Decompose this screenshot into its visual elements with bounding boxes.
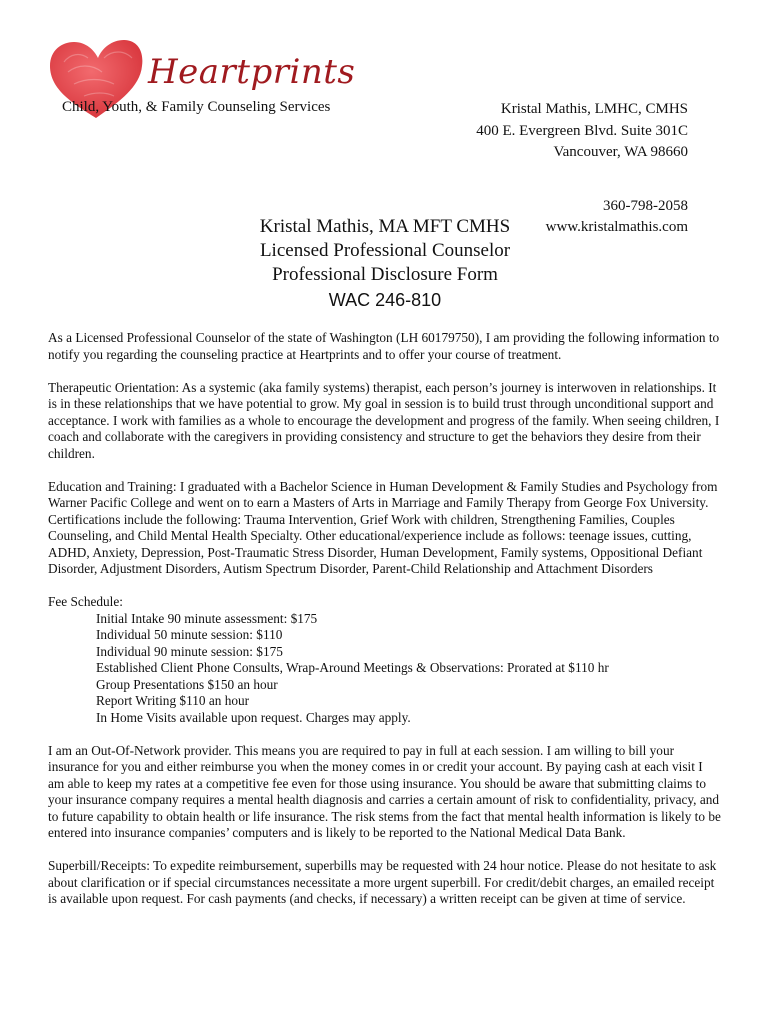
tagline: Child, Youth, & Family Counseling Services <box>62 99 331 115</box>
fee-item: Individual 90 minute session: $175 <box>96 643 283 659</box>
network-paragraph: I am an Out-Of-Network provider. This means you are required to pay in full at each session. I am willing to bill your insurance for you and either reimburse you when the money comes in or credit your account. By paying cash at each visit I am able to keep my rates at a competitive fee even for those using insurance. You should be aware that submitting claims to your insurance company requires a mental health diagnosis and carries a certain amount of risk to confidentiality, privacy, and to future capability to obtain health or life insurance. The risk stems from the fact that mental health information is likely to be entered into insurance companies’ computers and is likely to be reported to the National Medical Data Bank. <box>48 742 721 840</box>
superbill-paragraph: Superbill/Receipts: To expedite reimbursement, superbills may be requested with 24 hour notice. Please do not hesitate to ask about clarification or if special circumstances necessitate a more urgent superbill. For credit/debit charges, an emailed receipt is available upon request. For cash payments (and checks, if necessary) a written receipt can be given at time of service. <box>48 858 717 906</box>
form-title: Professional Disclosure Form <box>272 264 498 285</box>
fee-list <box>96 611 722 727</box>
license-title: Licensed Professional Counselor <box>259 240 511 261</box>
contact-address-line2: Vancouver, WA 98660 <box>553 144 688 160</box>
intro-paragraph: As a Licensed Professional Counselor of the state of Washington (LH 60179750), I am providing the following information to notify you regarding the counseling practice at Heartprints and to offer your course of treatment. <box>48 330 720 362</box>
fee-item: Report Writing $110 an hour <box>96 693 250 708</box>
counselor-name-title: Kristal Mathis, MA MFT CMHS <box>259 216 511 237</box>
contact-phone: 360-798-2058 <box>603 197 688 214</box>
logo-text: Heartprints <box>148 52 356 92</box>
contact-address-line1: 400 E. Evergreen Blvd. Suite 301C <box>476 122 688 139</box>
fee-schedule-heading: Fee Schedule: <box>48 594 123 609</box>
document-body <box>48 330 722 924</box>
education-paragraph: Education and Training: I graduated with a Bachelor Science in Human Development & Family Studies and Psychology from Warner Pacific College and went on to earn a Masters of Arts in Marriage and Family Therapy from George Fox University. Certifications include the following: Trauma Intervention, Grief Work with children, Strengthening Families, Couples Counseling, and Child Mental Health Specialty. Other educational/experience include as follows: teenage issues, cutting, ADHD, Anxiety, Depression, Post-Traumatic Stress Disorder, Human Development, Family systems, Oppositional Defiant Disorder, Adjustment Disorders, Autism Spectrum Disorder, Parent-Child Relationship and Attachment Disorders <box>48 478 718 576</box>
form-title-block <box>0 215 770 313</box>
contact-name: Kristal Mathis, LMHC, CMHS <box>500 101 688 117</box>
fee-item: Group Presentations $150 an hour <box>96 676 278 692</box>
fee-item: Individual 50 minute session: $110 <box>96 627 283 642</box>
fee-item: Initial Intake 90 minute assessment: $175 <box>96 610 318 626</box>
contact-website[interactable]: www.kristalmathis.com <box>545 219 688 235</box>
fee-item: In Home Visits available upon request. Charges may apply. <box>96 709 411 725</box>
fee-item: Established Client Phone Consults, Wrap-Around Meetings & Observations: Prorated at $110 hr <box>96 660 609 675</box>
wac-reference: WAC 246-810 <box>328 290 442 310</box>
orientation-paragraph: Therapeutic Orientation: As a systemic (aka family systems) therapist, each person’s journey is interwoven in relationships. It is in these relationships that we have potential to grow. My goal in session is to build trust through unconditional support and acceptance. I work with families as a whole to encourage the development and progress of the family. When seeing children, I coach and collaborate with the caregivers in providing consistency and structure to get the behaviors they desire from their children. <box>48 379 720 461</box>
